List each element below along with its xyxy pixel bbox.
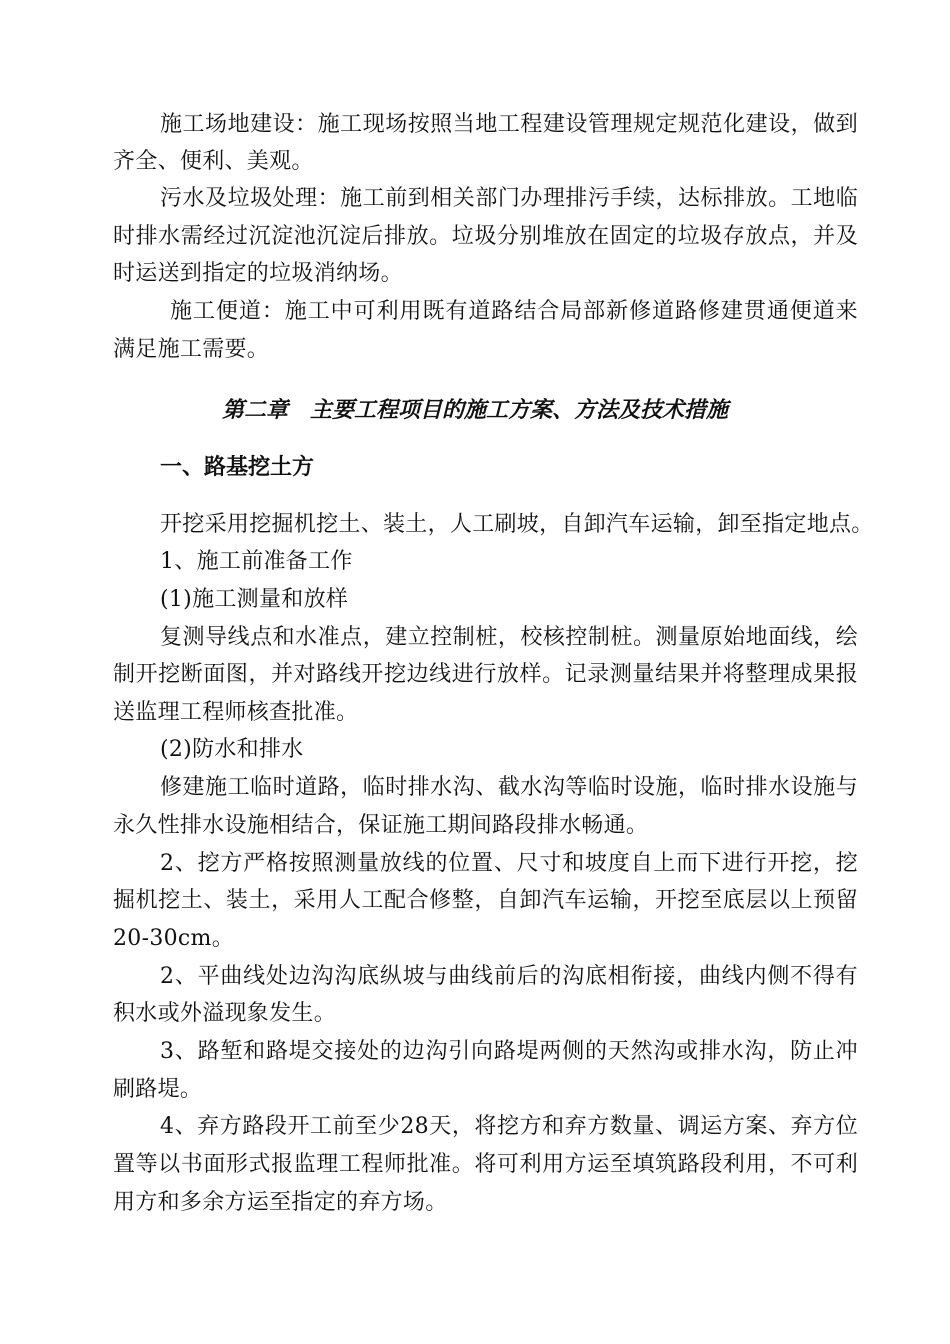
subheading-line: 1、施工前准备工作	[160, 549, 353, 574]
paragraph-line: 刷路堤。	[113, 1077, 203, 1102]
paragraph-line: 2、平曲线处边沟沟底纵坡与曲线前后的沟底相衔接，曲线内侧不得有	[160, 964, 858, 989]
paragraph-line: 2、挖方严格按照测量放线的位置、尺寸和坡度自上而下进行开挖，挖	[160, 851, 858, 876]
paragraph-line: 污水及垃圾处理：施工前到相关部门办理排污手续，达标排放。工地临	[160, 186, 858, 211]
chapter-heading: 第二章 主要工程项目的施工方案、方法及技术措施	[221, 397, 728, 423]
subheading-line: (2)防水和排水	[160, 737, 304, 762]
subheading-line: (1)施工测量和放样	[160, 587, 349, 612]
paragraph-line: 掘机挖土、装土，采用人工配合修整，自卸汽车运输，开挖至底层以上预留	[113, 888, 858, 913]
paragraph-line: 3、路堑和路堤交接处的边沟引向路堤两侧的天然沟或排水沟，防止冲	[160, 1039, 858, 1064]
paragraph-line: 20-30cm。	[113, 926, 235, 951]
paragraph-line: 时运送到指定的垃圾消纳场。	[113, 261, 403, 286]
paragraph-line: 用方和多余方运至指定的弃方场。	[113, 1190, 448, 1215]
section-heading: 一、路基挖土方	[160, 454, 315, 480]
paragraph-line: 4、弃方路段开工前至少28天，将挖方和弃方数量、调运方案、弃方位	[160, 1114, 858, 1139]
paragraph-line: 永久性排水设施相结合，保证施工期间路段排水畅通。	[113, 813, 649, 838]
paragraph-line: 满足施工需要。	[113, 337, 270, 362]
paragraph-line: 施工便道：施工中可利用既有道路结合局部新修道路修建贯通便道来	[170, 299, 858, 324]
paragraph-line: 制开挖断面图，并对路线开挖边线进行放样。记录测量结果并将整理成果报	[113, 662, 858, 687]
paragraph-line: 置等以书面形式报监理工程师批准。将可利用方运至填筑路段利用，不可利	[113, 1152, 858, 1177]
paragraph-line: 齐全、便利、美观。	[113, 149, 314, 174]
paragraph-line: 积水或外溢现象发生。	[113, 1001, 337, 1026]
paragraph-line: 送监理工程师核查批准。	[113, 700, 359, 725]
paragraph-line: 时排水需经过沉淀池沉淀后排放。垃圾分别堆放在固定的垃圾存放点，并及	[113, 224, 858, 249]
paragraph-line: 修建施工临时道路，临时排水沟、截水沟等临时设施，临时排水设施与	[160, 775, 858, 800]
paragraph-line: 施工场地建设：施工现场按照当地工程建设管理规定规范化建设，做到	[160, 112, 858, 137]
paragraph-line: 开挖采用挖掘机挖土、装土，人工刷坡，自卸汽车运输，卸至指定地点。	[160, 512, 874, 537]
paragraph-line: 复测导线点和水准点，建立控制桩，校核控制桩。测量原始地面线，绘	[160, 625, 858, 650]
